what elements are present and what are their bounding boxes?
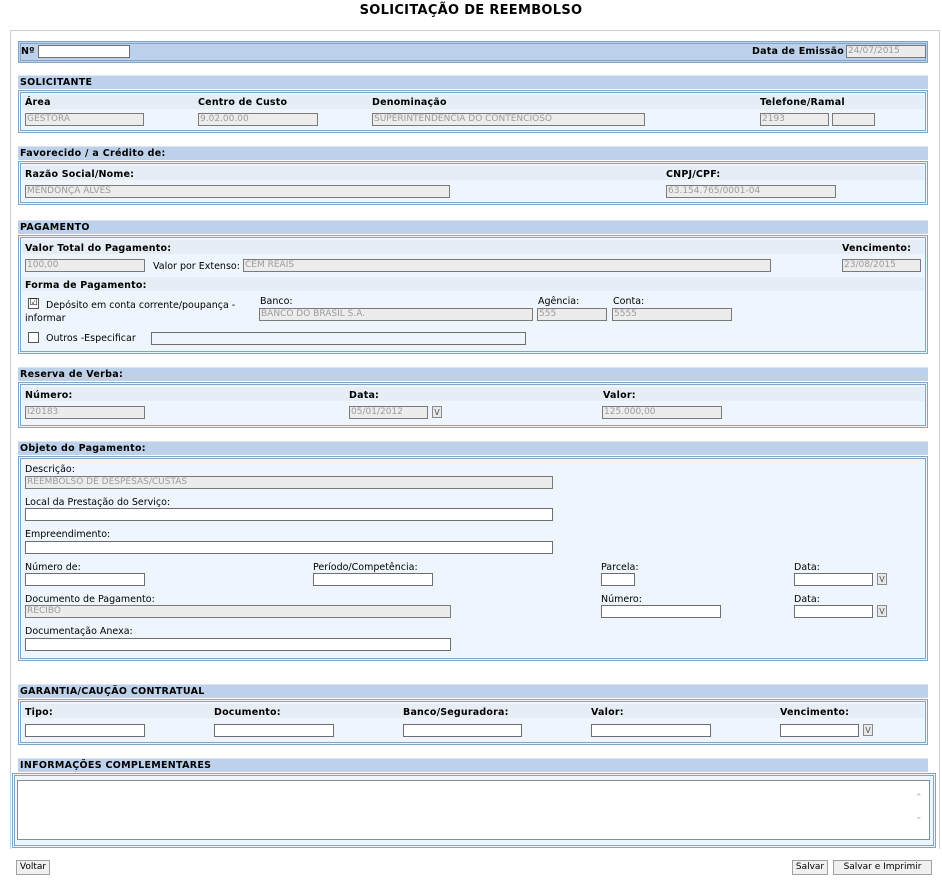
reserva-valor-label: Valor:: [603, 390, 636, 401]
favorecido-label-row: [22, 166, 924, 180]
denominacao-input: SUPERINTENDÊNCIA DO CONTENCIOSO: [372, 113, 645, 126]
garantia-banco-input[interactable]: [403, 724, 522, 737]
garantia-tipo-label: Tipo:: [25, 707, 53, 718]
favorecido-title: Favorecido / a Crédito de:: [20, 148, 166, 159]
centro-label: Centro de Custo: [198, 97, 288, 108]
doc-pagamento-label: Documento de Pagamento:: [25, 594, 155, 605]
conta-input: 5555: [612, 308, 732, 321]
outros-label: Outros -Especificar: [46, 333, 136, 344]
razao-input: MENDONÇA ALVES: [25, 185, 450, 198]
banco-input: BANCO DO BRASIL S.A.: [259, 308, 533, 321]
local-label: Local da Prestação do Serviço:: [25, 497, 171, 508]
scroll-up-icon[interactable]: ⌃: [915, 793, 923, 803]
garantia-banco-label: Banco/Seguradora:: [403, 707, 509, 718]
emissao-input: 24/07/2015: [846, 45, 926, 58]
deposito-checkbox[interactable]: ☑: [29, 298, 38, 308]
garantia-bar: [18, 684, 928, 698]
reserva-numero-input: I20183: [25, 406, 145, 419]
favorecido-bar: [18, 146, 928, 160]
agencia-input: 555: [537, 308, 607, 321]
local-input[interactable]: [25, 508, 553, 521]
vencimento-input: 23/08/2015: [842, 259, 921, 272]
data1-calendar-icon[interactable]: V: [877, 573, 887, 585]
cnpj-label: CNPJ/CPF:: [666, 169, 721, 180]
cnpj-input: 63.154.765/0001-04: [666, 185, 836, 198]
numero-input[interactable]: [38, 45, 130, 58]
deposito-label-1: Depósito em conta corrente/poupança -: [46, 300, 236, 311]
outros-input[interactable]: [151, 332, 526, 345]
info-title: INFORMAÇÕES COMPLEMENTARES: [20, 760, 212, 771]
objeto-title: Objeto do Pagamento:: [20, 443, 146, 454]
voltar-button[interactable]: Voltar: [16, 860, 50, 875]
pagamento-bar: [18, 220, 928, 234]
info-textarea[interactable]: [17, 780, 930, 840]
garantia-calendar-icon[interactable]: V: [863, 724, 873, 736]
parcela-label: Parcela:: [601, 562, 639, 573]
area-label: Área: [25, 97, 51, 108]
garantia-tipo-input[interactable]: [25, 724, 145, 737]
descricao-input: REEMBOLSO DE DESPESAS/CUSTAS: [25, 476, 553, 489]
razao-label: Razão Social/Nome:: [25, 169, 135, 180]
forma-label: Forma de Pagamento:: [25, 280, 147, 291]
garantia-valor-label: Valor:: [591, 707, 624, 718]
numero-de-input[interactable]: [25, 573, 145, 586]
reserva-data-label: Data:: [349, 390, 380, 401]
reserva-valor-input: 125.000,00: [602, 406, 722, 419]
data1-input[interactable]: [794, 573, 873, 586]
ramal-input: [832, 113, 875, 126]
agencia-label: Agência:: [538, 296, 580, 307]
page-title: SOLICITAÇÃO DE REEMBOLSO: [359, 3, 583, 18]
reserva-data-input: 05/01/2012: [349, 406, 428, 419]
telefone-input: 2193: [760, 113, 829, 126]
data1-label: Data:: [794, 562, 820, 573]
reserva-calendar-icon[interactable]: V: [432, 406, 442, 418]
telefone-label: Telefone/Ramal: [760, 97, 845, 108]
vencimento-label: Vencimento:: [842, 243, 912, 254]
numero2-input[interactable]: [601, 605, 721, 618]
outros-checkbox[interactable]: [28, 332, 39, 343]
denominacao-label: Denominação: [372, 97, 447, 108]
objeto-bar: [18, 441, 928, 455]
empreendimento-label: Empreendimento:: [25, 529, 111, 540]
garantia-vencimento-label: Vencimento:: [780, 707, 850, 718]
scroll-down-icon[interactable]: ⌄: [915, 812, 923, 822]
reserva-title: Reserva de Verba:: [20, 369, 124, 380]
extenso-label: Valor por Extenso:: [153, 261, 240, 272]
info-bar: [18, 758, 928, 772]
numero-de-label: Número de:: [25, 562, 81, 573]
valor-total-input: 100,00: [25, 259, 145, 272]
garantia-documento-label: Documento:: [214, 707, 281, 718]
valor-total-label: Valor Total do Pagamento:: [25, 243, 172, 254]
garantia-valor-input[interactable]: [591, 724, 711, 737]
numero-label: Nº: [21, 46, 35, 57]
garantia-vencimento-input[interactable]: [780, 724, 859, 737]
extenso-input: CEM REAIS: [243, 259, 771, 272]
data2-label: Data:: [794, 594, 820, 605]
area-input: GESTORA: [25, 113, 144, 126]
doc-anexa-input[interactable]: [25, 638, 451, 651]
doc-pagamento-input: RECIBO: [25, 605, 451, 618]
solicitante-bar: [18, 75, 928, 89]
doc-anexa-label: Documentação Anexa:: [25, 626, 133, 637]
empreendimento-input[interactable]: [25, 541, 553, 554]
emissao-label: Data de Emissão: [752, 46, 844, 57]
conta-label: Conta:: [613, 296, 645, 307]
banco-label: Banco:: [260, 296, 293, 307]
forma-label-row: [22, 277, 924, 291]
reserva-numero-label: Número:: [25, 390, 73, 401]
reserva-label-row: [22, 387, 924, 401]
periodo-input[interactable]: [313, 573, 433, 586]
pagamento-title: PAGAMENTO: [20, 222, 90, 233]
garantia-title: GARANTIA/CAUÇÃO CONTRATUAL: [20, 686, 205, 697]
parcela-input[interactable]: [601, 573, 635, 586]
descricao-label: Descrição:: [25, 464, 75, 475]
salvar-imprimir-button[interactable]: Salvar e Imprimir: [833, 860, 932, 875]
data2-input[interactable]: [794, 605, 873, 618]
data2-calendar-icon[interactable]: V: [877, 605, 887, 617]
periodo-label: Período/Competência:: [313, 562, 418, 573]
garantia-documento-input[interactable]: [214, 724, 334, 737]
solicitante-title: SOLICITANTE: [20, 77, 93, 88]
deposito-label-2: informar: [25, 313, 66, 324]
salvar-button[interactable]: Salvar: [792, 860, 828, 875]
numero2-label: Número:: [601, 594, 642, 605]
centro-input: 9.02.00.00: [198, 113, 318, 126]
reserva-bar: [18, 367, 928, 381]
